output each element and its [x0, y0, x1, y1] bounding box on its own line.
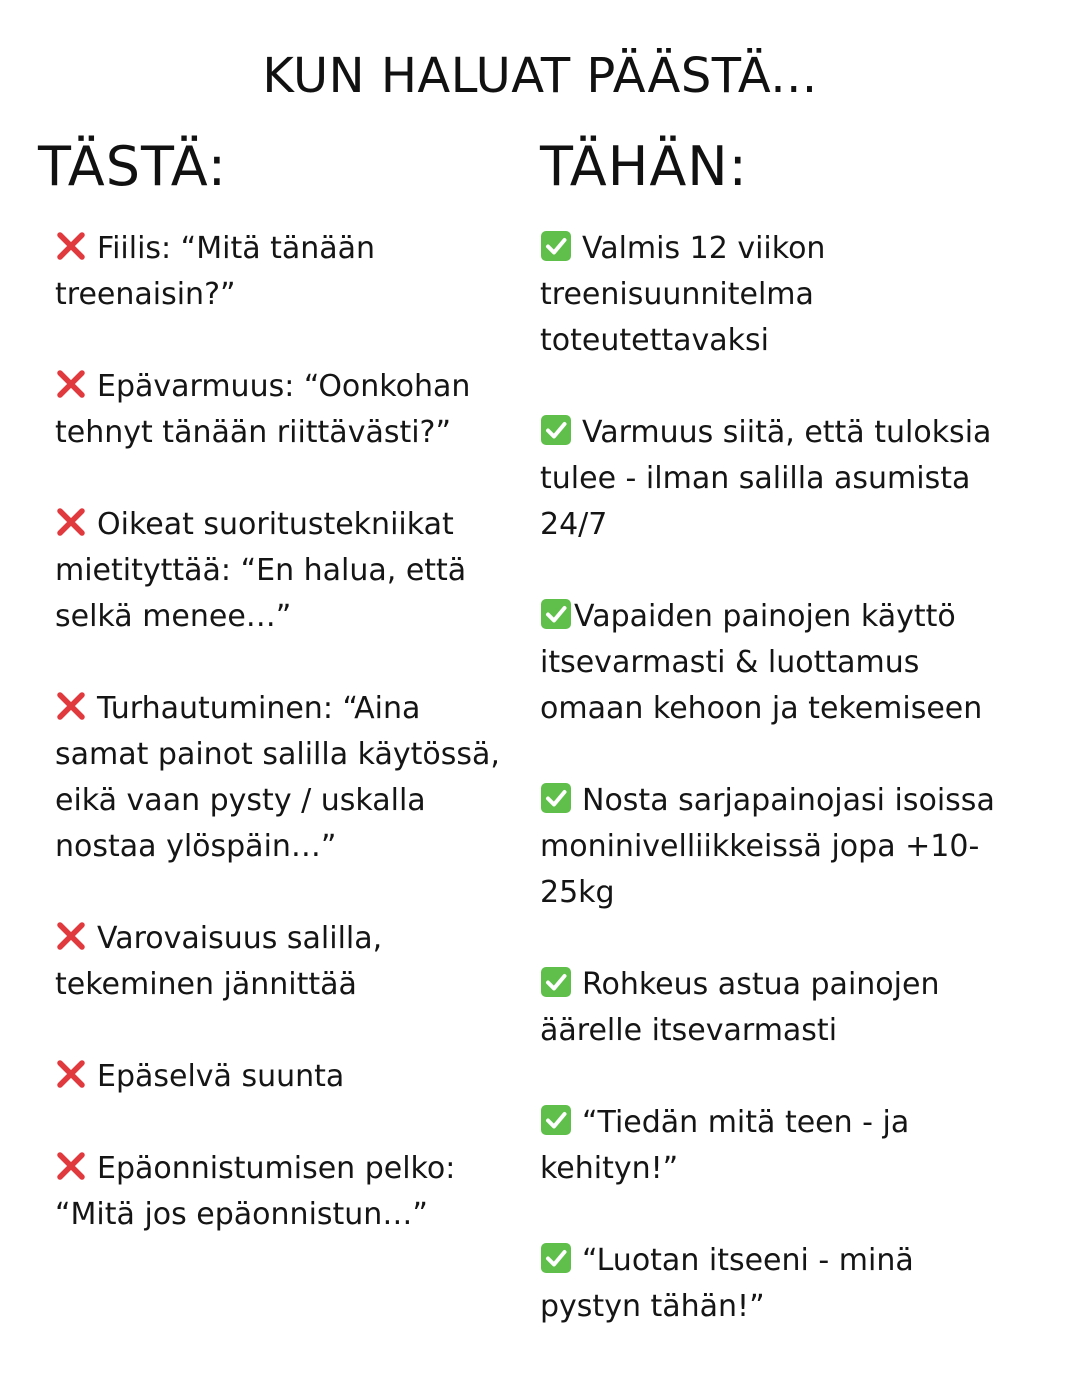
cross-mark-icon — [55, 920, 87, 952]
check-mark-icon — [540, 414, 572, 446]
list-item-text: Vapaiden painojen käyttö itsevarmasti & luottamus omaan kehoon ja tekemiseen — [540, 599, 983, 726]
list-item — [540, 1238, 1010, 1330]
after-list — [540, 226, 1010, 1376]
check-mark-icon — [540, 1242, 572, 1274]
list-item — [55, 1146, 515, 1238]
page-title: KUN HALUAT PÄÄSTÄ... — [262, 48, 818, 104]
list-item-text: “Tiedän mitä teen - ja kehityn!” — [540, 1105, 910, 1186]
check-mark-icon — [540, 782, 572, 814]
list-item — [55, 502, 515, 640]
cross-mark-icon — [55, 506, 87, 538]
list-item-text: Nosta sarjapainojasi isoissa moninivelliikkeissä jopa +10-25kg — [540, 783, 995, 910]
cross-mark-icon — [55, 1150, 87, 1182]
cross-mark-icon — [55, 690, 87, 722]
list-item-text: Rohkeus astua painojen äärelle itsevarmasti — [540, 967, 940, 1048]
list-item — [55, 364, 515, 456]
list-item-text: Varmuus siitä, että tuloksia tulee - ilman salilla asumista 24/7 — [540, 415, 992, 542]
list-item — [55, 686, 515, 870]
list-item — [540, 410, 1010, 548]
list-item — [540, 226, 1010, 364]
list-item — [540, 1100, 1010, 1192]
cross-mark-icon — [55, 230, 87, 262]
list-item-text: Epäselvä suunta — [97, 1059, 345, 1094]
list-item — [540, 594, 1010, 732]
list-item-text: “Luotan itseeni - minä pystyn tähän!” — [540, 1243, 914, 1324]
check-mark-icon — [540, 598, 572, 630]
list-item — [55, 916, 515, 1008]
list-item-text: Varovaisuus salilla, tekeminen jännittää — [55, 921, 383, 1002]
list-item — [55, 226, 515, 318]
check-mark-icon — [540, 1104, 572, 1136]
list-item-text: Epäonnistumisen pelko: “Mitä jos epäonnistun…” — [55, 1151, 456, 1232]
list-item — [540, 962, 1010, 1054]
list-item-text: Valmis 12 viikon treenisuunnitelma toteutettavaksi — [540, 231, 826, 358]
check-mark-icon — [540, 966, 572, 998]
right-column-heading: TÄHÄN: — [540, 135, 748, 198]
list-item — [540, 778, 1010, 916]
list-item-text: Fiilis: “Mitä tänään treenaisin?” — [55, 231, 376, 312]
left-column-heading: TÄSTÄ: — [38, 135, 227, 198]
list-item — [55, 1054, 515, 1100]
before-list — [55, 226, 515, 1284]
cross-mark-icon — [55, 368, 87, 400]
list-item-text: Oikeat suoritustekniikat mietityttää: “En halua, että selkä menee…” — [55, 507, 467, 634]
list-item-text: Epävarmuus: “Oonkohan tehnyt tänään riittävästi?” — [55, 369, 471, 450]
list-item-text: Turhautuminen: “Aina samat painot salilla käytössä, eikä vaan pysty / uskalla nostaa ylöspäin…” — [55, 691, 500, 864]
cross-mark-icon — [55, 1058, 87, 1090]
check-mark-icon — [540, 230, 572, 262]
